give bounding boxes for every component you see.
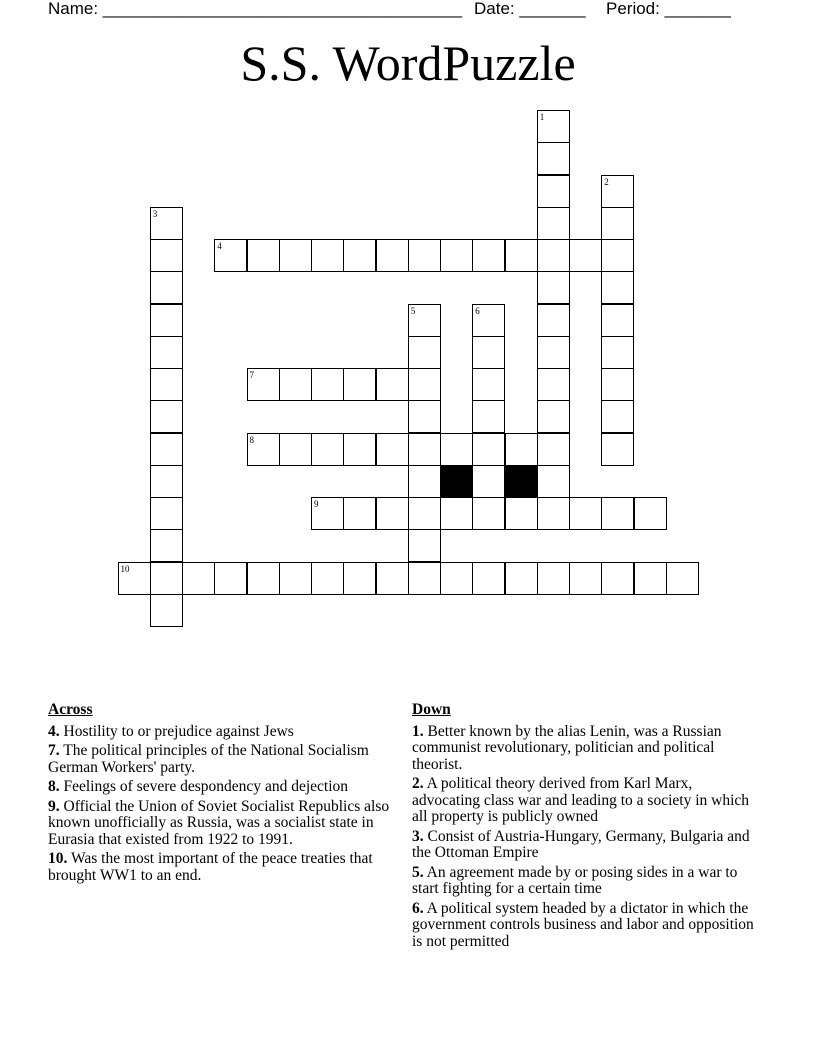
clue-number: 8.	[48, 778, 60, 795]
crossword-cell[interactable]	[537, 497, 570, 530]
crossword-cell[interactable]	[601, 562, 634, 595]
crossword-cell[interactable]	[408, 562, 441, 595]
clue-number-label: 10	[120, 563, 130, 574]
crossword-cell[interactable]	[150, 336, 183, 369]
clue-across-10	[48, 851, 400, 884]
crossword-cell[interactable]	[408, 368, 441, 401]
across-clues	[48, 702, 400, 887]
clue-across-9	[48, 799, 400, 849]
name-field[interactable]: Name: ______________________________________	[48, 0, 463, 18]
crossword-cell[interactable]	[537, 465, 570, 498]
crossword-cell[interactable]	[182, 562, 215, 595]
crossword-cell[interactable]	[311, 497, 344, 530]
crossword-cell[interactable]	[343, 239, 376, 272]
crossword-cell[interactable]	[343, 497, 376, 530]
clue-number-label: 6	[475, 305, 480, 316]
clue-text: An agreement made by or posing sides in a war to start fighting for a certain time	[412, 863, 738, 897]
date-field[interactable]: Date: _______	[474, 0, 586, 18]
crossword-cell[interactable]	[150, 304, 183, 337]
crossword-cell[interactable]	[601, 400, 634, 433]
clue-number: 2.	[412, 775, 424, 792]
crossword-cell[interactable]	[311, 433, 344, 466]
crossword-cell[interactable]	[150, 529, 183, 562]
crossword-cell[interactable]	[601, 239, 634, 272]
crossword-cell[interactable]	[150, 400, 183, 433]
crossword-cell[interactable]	[634, 562, 667, 595]
crossword-cell[interactable]	[472, 239, 505, 272]
crossword-cell[interactable]	[440, 497, 473, 530]
crossword-cell[interactable]	[666, 562, 699, 595]
crossword-cell[interactable]	[343, 433, 376, 466]
clue-text: A political system headed by a dictator in which the government controls business and labor and opposition is not permitted	[412, 899, 754, 950]
clue-number: 5.	[412, 863, 424, 881]
clue-text: Feelings of severe despondency and dejection	[63, 778, 349, 795]
crossword-cell[interactable]	[440, 562, 473, 595]
crossword-cell[interactable]	[537, 336, 570, 369]
crossword-cell[interactable]	[214, 239, 247, 272]
crossword-cell[interactable]	[537, 433, 570, 466]
crossword-cell[interactable]	[150, 239, 183, 272]
clue-down-3	[412, 829, 762, 862]
crossword-cell[interactable]	[408, 465, 441, 498]
crossword-cell[interactable]	[376, 368, 409, 401]
crossword-cell[interactable]	[408, 400, 441, 433]
clue-text: The political principles of the National Socialism German Workers' party.	[48, 742, 369, 776]
crossword-cell[interactable]	[279, 239, 312, 272]
crossword-cell[interactable]	[150, 594, 183, 627]
crossword-cell[interactable]	[376, 562, 409, 595]
crossword-cell[interactable]	[601, 271, 634, 304]
crossword-cell[interactable]	[537, 142, 570, 175]
clue-number-label: 4	[217, 241, 222, 251]
clue-across-7	[48, 743, 400, 776]
crossword-cell[interactable]	[279, 368, 312, 401]
crossword-cell[interactable]	[601, 336, 634, 369]
crossword-cell[interactable]	[279, 562, 312, 595]
crossword-cell[interactable]	[472, 433, 505, 466]
crossword-cell[interactable]	[311, 239, 344, 272]
crossword-cell[interactable]	[376, 497, 409, 530]
crossword-cell[interactable]	[505, 497, 538, 530]
crossword-cell[interactable]	[408, 304, 441, 337]
crossword-cell[interactable]	[537, 562, 570, 595]
crossword-cell[interactable]	[537, 175, 570, 208]
crossword-cell[interactable]	[537, 368, 570, 401]
down-clues	[412, 702, 762, 953]
crossword-cell[interactable]	[601, 497, 634, 530]
crossword-cell[interactable]	[505, 433, 538, 466]
crossword-cell[interactable]	[150, 465, 183, 498]
clue-number-label: 7	[249, 370, 254, 380]
clue-across-8	[48, 779, 400, 796]
crossword-cell[interactable]	[343, 562, 376, 595]
crossword-cell[interactable]	[408, 529, 441, 562]
crossword-cell[interactable]	[150, 497, 183, 530]
clue-number-label: 8	[249, 434, 254, 445]
crossword-cell[interactable]	[601, 433, 634, 466]
crossword-cell[interactable]	[150, 433, 183, 466]
crossword-cell[interactable]	[150, 368, 183, 401]
across-heading: Across	[48, 701, 93, 718]
clue-number-label: 1	[539, 112, 545, 122]
period-field[interactable]: Period: _______	[606, 0, 731, 18]
clue-number: 1.	[412, 722, 424, 740]
page-title: S.S. WordPuzzle	[240, 35, 576, 91]
crossword-cell[interactable]	[376, 239, 409, 272]
crossword-cell[interactable]	[569, 562, 602, 595]
clue-text: A political theory derived from Karl Marx, advocating class war and leading to a society in which all property is publicly owned	[412, 775, 750, 825]
down-heading: Down	[412, 701, 451, 718]
crossword-cell[interactable]	[505, 239, 538, 272]
crossword-cell[interactable]	[343, 368, 376, 401]
crossword-cell[interactable]	[247, 239, 280, 272]
clue-text: Hostility to or prejudice against Jews	[63, 722, 294, 740]
clue-number-label: 5	[410, 305, 416, 316]
crossword-cell[interactable]	[472, 304, 505, 337]
crossword-cell[interactable]	[408, 497, 441, 530]
crossword-cell[interactable]	[247, 368, 280, 401]
clue-number: 3.	[412, 827, 424, 845]
crossword-cell[interactable]	[279, 433, 312, 466]
crossword-cell[interactable]	[472, 400, 505, 433]
crossword-cell[interactable]	[601, 304, 634, 337]
crossword-cell[interactable]	[537, 207, 570, 240]
crossword-cell[interactable]	[601, 207, 634, 240]
crossword-cell[interactable]	[150, 207, 183, 240]
crossword-cell[interactable]	[150, 271, 183, 304]
crossword-cell[interactable]	[440, 239, 473, 272]
crossword-cell[interactable]	[408, 433, 441, 466]
crossword-cell[interactable]	[472, 368, 505, 401]
crossword-block	[440, 465, 473, 498]
clue-number: 6.	[412, 899, 424, 917]
crossword-cell[interactable]	[376, 433, 409, 466]
clue-down-1	[412, 724, 762, 774]
clue-text: Consist of Austria-Hungary, Germany, Bulgaria and the Ottoman Empire	[412, 827, 750, 861]
crossword-cell[interactable]	[537, 271, 570, 304]
crossword-cell[interactable]	[537, 110, 570, 143]
clue-number: 4.	[48, 722, 60, 740]
clue-number-label: 3	[152, 208, 158, 219]
crossword-cell[interactable]	[634, 497, 667, 530]
clue-text: Was the most important of the peace treaties that brought WW1 to an end.	[48, 850, 373, 884]
crossword-cell[interactable]	[247, 562, 280, 595]
crossword-cell[interactable]	[311, 368, 344, 401]
clue-down-2	[412, 776, 762, 826]
crossword-cell[interactable]	[569, 239, 602, 272]
crossword-cell[interactable]	[537, 304, 570, 337]
clue-number: 7.	[48, 742, 60, 759]
crossword-cell[interactable]	[537, 239, 570, 272]
clue-across-4	[48, 724, 400, 741]
crossword-cell[interactable]	[472, 465, 505, 498]
crossword-cell[interactable]	[311, 562, 344, 595]
crossword-cell[interactable]	[408, 336, 441, 369]
clue-down-5	[412, 865, 762, 898]
clue-number: 9.	[48, 797, 60, 815]
crossword-cell[interactable]	[214, 562, 247, 595]
crossword-cell[interactable]	[247, 433, 280, 466]
crossword-cell[interactable]	[150, 562, 183, 595]
crossword-cell[interactable]	[472, 562, 505, 595]
clue-down-6	[412, 901, 762, 951]
crossword-cell[interactable]	[440, 433, 473, 466]
crossword-cell[interactable]	[537, 400, 570, 433]
clue-number-label: 2	[604, 176, 609, 187]
clue-number-label: 9	[314, 499, 319, 509]
crossword-cell[interactable]	[505, 562, 538, 595]
crossword-block	[505, 465, 538, 498]
crossword-cell[interactable]	[601, 175, 634, 208]
crossword-cell[interactable]	[569, 497, 602, 530]
clue-text: Official the Union of Soviet Socialist Republics also known unofficially as Russia, was a socialist state in Eurasia that existed from 1922 to 1991.	[48, 797, 390, 848]
clue-number: 10.	[48, 850, 68, 867]
crossword-cell[interactable]	[472, 497, 505, 530]
crossword-cell[interactable]	[601, 368, 634, 401]
crossword-cell[interactable]	[408, 239, 441, 272]
crossword-cell[interactable]	[472, 336, 505, 369]
clue-text: Better known by the alias Lenin, was a Russian communist revolutionary, politician and political theorist.	[412, 722, 722, 773]
crossword-cell[interactable]	[118, 562, 151, 595]
